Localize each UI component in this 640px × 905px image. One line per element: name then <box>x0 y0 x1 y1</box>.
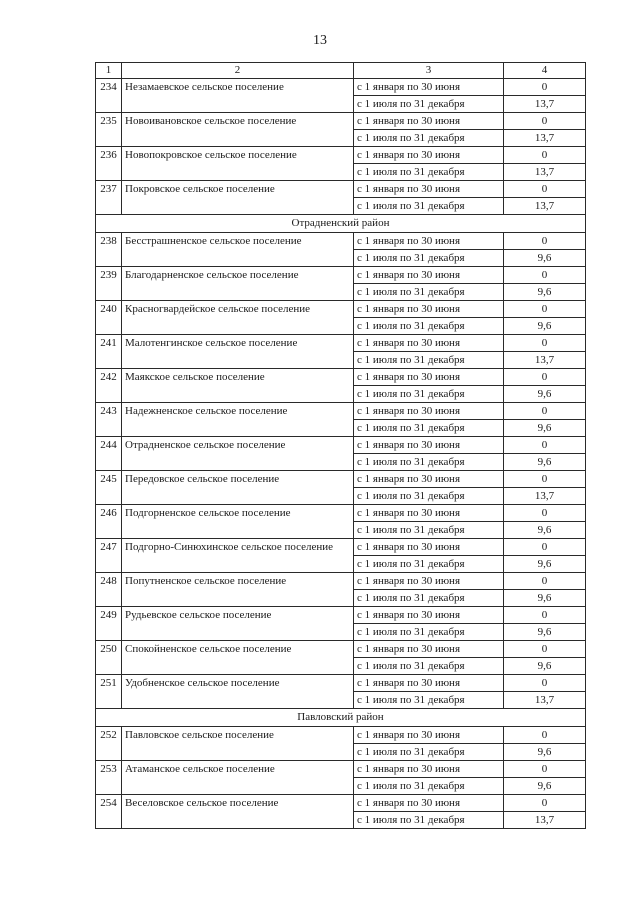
section-row <box>96 709 586 727</box>
period-cell: с 1 июля по 31 декабря <box>354 284 504 301</box>
settlement-name: Покровское сельское поселение <box>122 181 354 215</box>
settlement-name: Красногвардейское сельское поселение <box>122 301 354 335</box>
value-cell: 9,6 <box>504 318 586 335</box>
period-cell: с 1 июля по 31 декабря <box>354 778 504 795</box>
settlement-name: Удобненское сельское поселение <box>122 675 354 709</box>
value-cell: 0 <box>504 267 586 284</box>
period-cell: с 1 июля по 31 декабря <box>354 522 504 539</box>
row-number: 236 <box>96 147 122 181</box>
table-row <box>96 675 586 692</box>
value-cell: 0 <box>504 573 586 590</box>
value-cell: 0 <box>504 403 586 420</box>
row-number: 243 <box>96 403 122 437</box>
table-row <box>96 505 586 522</box>
value-cell: 13,7 <box>504 96 586 113</box>
table-row <box>96 727 586 744</box>
row-number: 242 <box>96 369 122 403</box>
settlement-name: Маякское сельское поселение <box>122 369 354 403</box>
value-cell: 13,7 <box>504 352 586 369</box>
period-cell: с 1 января по 30 июня <box>354 113 504 130</box>
table-row <box>96 233 586 250</box>
settlement-name: Попутненское сельское поселение <box>122 573 354 607</box>
period-cell: с 1 января по 30 июня <box>354 79 504 96</box>
period-cell: с 1 января по 30 июня <box>354 675 504 692</box>
table-row <box>96 573 586 590</box>
settlement-name: Благодарненское сельское поселение <box>122 267 354 301</box>
period-cell: с 1 января по 30 июня <box>354 573 504 590</box>
settlement-name: Незамаевское сельское поселение <box>122 79 354 113</box>
period-cell: с 1 января по 30 июня <box>354 181 504 198</box>
value-cell: 0 <box>504 79 586 96</box>
table-row <box>96 147 586 164</box>
value-cell: 9,6 <box>504 744 586 761</box>
value-cell: 9,6 <box>504 624 586 641</box>
value-cell: 9,6 <box>504 250 586 267</box>
table-row <box>96 301 586 318</box>
table-row <box>96 181 586 198</box>
row-number: 249 <box>96 607 122 641</box>
value-cell: 9,6 <box>504 590 586 607</box>
period-cell: с 1 января по 30 июня <box>354 403 504 420</box>
settlement-name: Новопокровское сельское поселение <box>122 147 354 181</box>
period-cell: с 1 июля по 31 декабря <box>354 164 504 181</box>
value-cell: 0 <box>504 233 586 250</box>
row-number: 252 <box>96 727 122 761</box>
value-cell: 0 <box>504 539 586 556</box>
row-number: 246 <box>96 505 122 539</box>
value-cell: 9,6 <box>504 420 586 437</box>
page-number: 13 <box>313 33 327 48</box>
value-cell: 9,6 <box>504 454 586 471</box>
period-cell: с 1 июля по 31 декабря <box>354 198 504 215</box>
row-number: 240 <box>96 301 122 335</box>
table-row <box>96 79 586 96</box>
period-cell: с 1 июля по 31 декабря <box>354 454 504 471</box>
table-row <box>96 471 586 488</box>
value-cell: 13,7 <box>504 130 586 147</box>
row-number: 250 <box>96 641 122 675</box>
period-cell: с 1 июля по 31 декабря <box>354 386 504 403</box>
period-cell: с 1 января по 30 июня <box>354 607 504 624</box>
row-number: 239 <box>96 267 122 301</box>
value-cell: 0 <box>504 369 586 386</box>
table-row <box>96 641 586 658</box>
row-number: 253 <box>96 761 122 795</box>
value-cell: 9,6 <box>504 658 586 675</box>
period-cell: с 1 января по 30 июня <box>354 471 504 488</box>
row-number: 245 <box>96 471 122 505</box>
table-row <box>96 761 586 778</box>
row-number: 248 <box>96 573 122 607</box>
period-cell: с 1 января по 30 июня <box>354 437 504 454</box>
section-row <box>96 215 586 233</box>
row-number: 237 <box>96 181 122 215</box>
period-cell: с 1 июля по 31 декабря <box>354 250 504 267</box>
period-cell: с 1 января по 30 июня <box>354 369 504 386</box>
row-number: 244 <box>96 437 122 471</box>
row-number: 241 <box>96 335 122 369</box>
table-row <box>96 369 586 386</box>
row-number: 235 <box>96 113 122 147</box>
table-row <box>96 795 586 812</box>
period-cell: с 1 июля по 31 декабря <box>354 420 504 437</box>
settlement-name: Малотенгинское сельское поселение <box>122 335 354 369</box>
period-cell: с 1 января по 30 июня <box>354 147 504 164</box>
value-cell: 0 <box>504 727 586 744</box>
period-cell: с 1 января по 30 июня <box>354 335 504 352</box>
period-cell: с 1 января по 30 июня <box>354 301 504 318</box>
table-row <box>96 403 586 420</box>
value-cell: 0 <box>504 147 586 164</box>
district-title: Павловский район <box>96 709 586 727</box>
period-cell: с 1 января по 30 июня <box>354 539 504 556</box>
value-cell: 13,7 <box>504 692 586 709</box>
row-number: 254 <box>96 795 122 829</box>
column-header: 2 <box>122 63 354 79</box>
value-cell: 0 <box>504 607 586 624</box>
value-cell: 0 <box>504 301 586 318</box>
period-cell: с 1 января по 30 июня <box>354 795 504 812</box>
value-cell: 9,6 <box>504 284 586 301</box>
value-cell: 0 <box>504 471 586 488</box>
period-cell: с 1 января по 30 июня <box>354 761 504 778</box>
period-cell: с 1 июля по 31 декабря <box>354 130 504 147</box>
value-cell: 9,6 <box>504 778 586 795</box>
value-cell: 0 <box>504 113 586 130</box>
column-header: 4 <box>504 63 586 79</box>
value-cell: 0 <box>504 335 586 352</box>
row-number: 247 <box>96 539 122 573</box>
row-number: 251 <box>96 675 122 709</box>
column-header: 3 <box>354 63 504 79</box>
value-cell: 9,6 <box>504 556 586 573</box>
settlement-name: Подгорненское сельское поселение <box>122 505 354 539</box>
value-cell: 0 <box>504 181 586 198</box>
table-row <box>96 113 586 130</box>
tariff-table <box>95 62 586 829</box>
period-cell: с 1 июля по 31 декабря <box>354 318 504 335</box>
row-number: 234 <box>96 79 122 113</box>
value-cell: 0 <box>504 761 586 778</box>
value-cell: 0 <box>504 641 586 658</box>
row-number: 238 <box>96 233 122 267</box>
settlement-name: Передовское сельское поселение <box>122 471 354 505</box>
table-row <box>96 335 586 352</box>
period-cell: с 1 января по 30 июня <box>354 727 504 744</box>
settlement-name: Подгорно-Синюхинское сельское поселение <box>122 539 354 573</box>
district-title: Отрадненский район <box>96 215 586 233</box>
period-cell: с 1 января по 30 июня <box>354 233 504 250</box>
value-cell: 13,7 <box>504 198 586 215</box>
settlement-name: Павловское сельское поселение <box>122 727 354 761</box>
value-cell: 13,7 <box>504 488 586 505</box>
period-cell: с 1 июля по 31 декабря <box>354 556 504 573</box>
period-cell: с 1 января по 30 июня <box>354 505 504 522</box>
table-row <box>96 267 586 284</box>
column-header: 1 <box>96 63 122 79</box>
value-cell: 0 <box>504 505 586 522</box>
value-cell: 0 <box>504 437 586 454</box>
settlement-name: Атаманское сельское поселение <box>122 761 354 795</box>
settlement-name: Рудьевское сельское поселение <box>122 607 354 641</box>
period-cell: с 1 января по 30 июня <box>354 267 504 284</box>
header-row <box>96 63 586 79</box>
settlement-name: Отрадненское сельское поселение <box>122 437 354 471</box>
settlement-name: Бесстрашненское сельское поселение <box>122 233 354 267</box>
period-cell: с 1 июля по 31 декабря <box>354 744 504 761</box>
period-cell: с 1 июля по 31 декабря <box>354 658 504 675</box>
period-cell: с 1 июля по 31 декабря <box>354 812 504 829</box>
value-cell: 0 <box>504 675 586 692</box>
period-cell: с 1 июля по 31 декабря <box>354 624 504 641</box>
settlement-name: Веселовское сельское поселение <box>122 795 354 829</box>
settlement-name: Надежненское сельское поселение <box>122 403 354 437</box>
value-cell: 13,7 <box>504 164 586 181</box>
period-cell: с 1 июля по 31 декабря <box>354 692 504 709</box>
settlement-name: Спокойненское сельское поселение <box>122 641 354 675</box>
table-row <box>96 607 586 624</box>
value-cell: 13,7 <box>504 812 586 829</box>
period-cell: с 1 июля по 31 декабря <box>354 96 504 113</box>
table-row <box>96 539 586 556</box>
table-body <box>96 63 586 829</box>
value-cell: 9,6 <box>504 386 586 403</box>
table-row <box>96 437 586 454</box>
period-cell: с 1 июля по 31 декабря <box>354 488 504 505</box>
value-cell: 9,6 <box>504 522 586 539</box>
value-cell: 0 <box>504 795 586 812</box>
period-cell: с 1 июля по 31 декабря <box>354 352 504 369</box>
period-cell: с 1 января по 30 июня <box>354 641 504 658</box>
settlement-name: Новоивановское сельское поселение <box>122 113 354 147</box>
period-cell: с 1 июля по 31 декабря <box>354 590 504 607</box>
